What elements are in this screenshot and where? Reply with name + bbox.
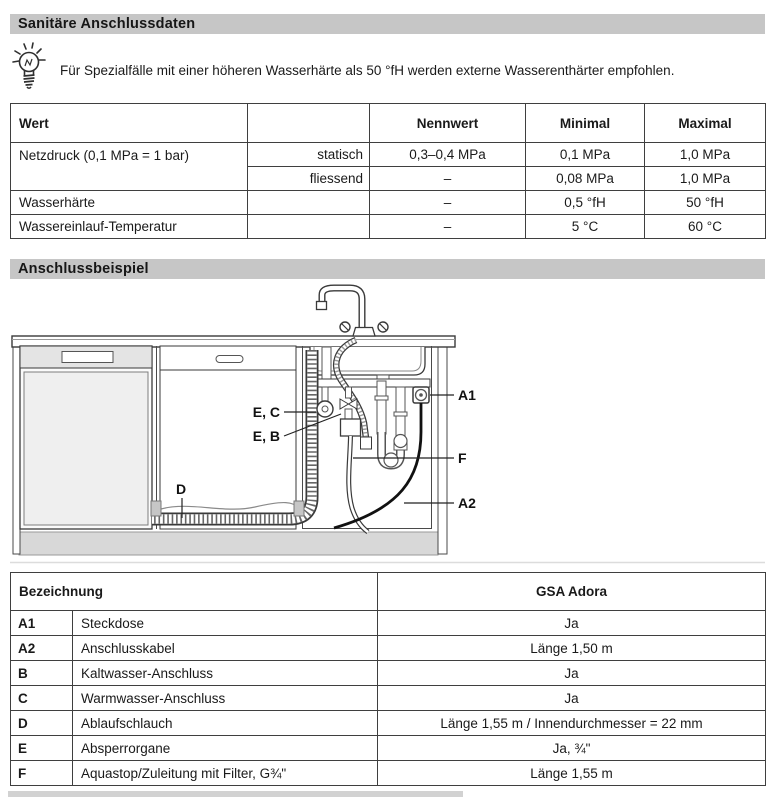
table-row (11, 143, 766, 167)
cell-netzdruck: Netzdruck (0,1 MPa = 1 bar) (11, 143, 248, 191)
cell-key: C (11, 686, 73, 711)
cell-key: B (11, 661, 73, 686)
tip-text: Für Spezialfälle mit einer höheren Wasserhärte als 50 °fH werden externe Wasserenthärter empfohlen. (60, 63, 675, 78)
installation-diagram (0, 282, 775, 572)
supply-pipe (312, 379, 430, 387)
lightbulb-icon (11, 41, 51, 98)
plinth (19, 532, 438, 555)
table-row (11, 711, 766, 736)
cell-value: Ja (378, 686, 766, 711)
column-header-minimal: Minimal (526, 104, 645, 143)
cold-water-valve (317, 387, 333, 417)
warm-water-valve-aquastop (340, 387, 368, 532)
dishwasher (20, 346, 152, 529)
table-row (11, 611, 766, 636)
cell-key: A1 (11, 611, 73, 636)
cell-empty (248, 215, 370, 239)
cell-value: 50 °fH (645, 191, 766, 215)
column-header-gsa-adora: GSA Adora (378, 573, 766, 611)
column-header-wert: Wert (11, 104, 248, 143)
cell-value: – (370, 167, 526, 191)
cell-key: E (11, 736, 73, 761)
cell-value: 0,3–0,4 MPa (370, 143, 526, 167)
cell-value: 5 °C (526, 215, 645, 239)
section-header-sanitaere-anschlussdaten: Sanitäre Anschlussdaten (10, 14, 765, 34)
cell-value: Länge 1,50 m (378, 636, 766, 661)
table-row (11, 191, 766, 215)
designation-table (10, 572, 766, 786)
cell-empty (248, 191, 370, 215)
table-row (11, 661, 766, 686)
cell-key: A2 (11, 636, 73, 661)
column-header-bezeichnung: Bezeichnung (11, 573, 378, 611)
power-outlet (413, 387, 429, 403)
cell-name: Anschlusskabel (73, 636, 378, 661)
cell-wasserhaerte: Wasserhärte (11, 191, 248, 215)
cell-key: F (11, 761, 73, 786)
drain-trap (375, 381, 407, 467)
section-header-anschlussbeispiel: Anschlussbeispiel (10, 259, 765, 279)
column-header-maximal: Maximal (645, 104, 766, 143)
label-ec: E, C (252, 404, 280, 420)
column-header-nennwert: Nennwert (370, 104, 526, 143)
label-a2: A2 (458, 495, 476, 511)
label-f: F (458, 450, 467, 466)
cell-value: Ja (378, 611, 766, 636)
cell-value: Länge 1,55 m / Innendurchmesser = 22 mm (378, 711, 766, 736)
cell-value: 0,5 °fH (526, 191, 645, 215)
cell-name: Kaltwasser-Anschluss (73, 661, 378, 686)
cell-statisch: statisch (248, 143, 370, 167)
drawer-handle (216, 356, 243, 363)
cell-name: Steckdose (73, 611, 378, 636)
faucet-icon (317, 288, 389, 336)
table-row (11, 686, 766, 711)
cell-wassereinlauf-temperatur: Wassereinlauf-Temperatur (11, 215, 248, 239)
cell-key: D (11, 711, 73, 736)
label-d: D (176, 481, 187, 497)
cell-name: Warmwasser-Anschluss (73, 686, 378, 711)
label-a1: A1 (458, 387, 476, 403)
column-header-empty (248, 104, 370, 143)
cell-fliessend: fliessend (248, 167, 370, 191)
table-row (11, 215, 766, 239)
cell-name: Absperrorgane (73, 736, 378, 761)
control-panel-display (62, 352, 113, 363)
next-section-bar-partial (8, 791, 463, 797)
cell-value: 1,0 MPa (645, 143, 766, 167)
cell-value: Ja (378, 661, 766, 686)
table-header-row (11, 573, 766, 611)
cell-value: Länge 1,55 m (378, 761, 766, 786)
cell-value: – (370, 191, 526, 215)
cell-name: Aquastop/Zuleitung mit Filter, G¾" (73, 761, 378, 786)
table-header-row (11, 104, 766, 143)
table-row (11, 761, 766, 786)
label-eb: E, B (252, 428, 280, 444)
cell-value: Ja, ¾" (378, 736, 766, 761)
table-row (11, 636, 766, 661)
cell-value: – (370, 215, 526, 239)
sanitary-data-table (10, 103, 766, 239)
cell-value: 1,0 MPa (645, 167, 766, 191)
cell-value: 60 °C (645, 215, 766, 239)
cell-value: 0,08 MPa (526, 167, 645, 191)
table-row (11, 736, 766, 761)
cell-name: Ablaufschlauch (73, 711, 378, 736)
cell-value: 0,1 MPa (526, 143, 645, 167)
